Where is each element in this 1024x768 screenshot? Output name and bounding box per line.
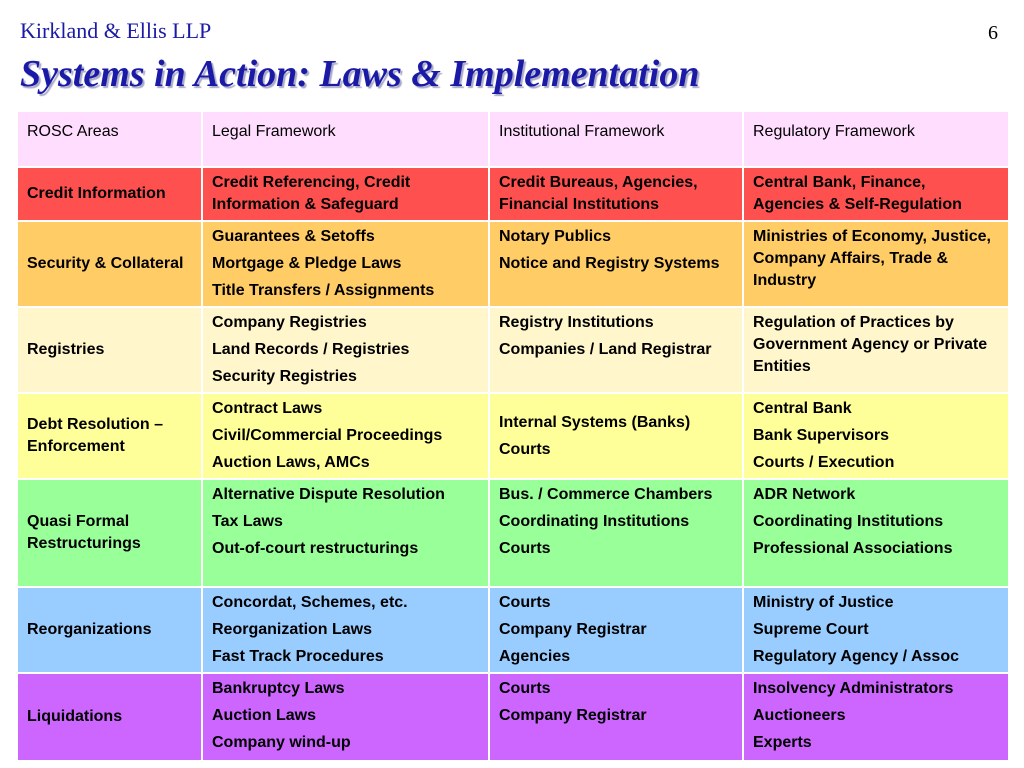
framework-item: Notice and Registry Systems (499, 255, 720, 272)
rosc-area-cell: Registries (17, 307, 202, 393)
legal-framework-cell (202, 307, 489, 393)
legal-framework-cell (202, 673, 489, 761)
framework-item: Coordinating Institutions (753, 513, 944, 530)
table-row (17, 167, 1009, 221)
systems-table (16, 110, 1010, 762)
framework-item: Agencies (499, 648, 571, 665)
framework-item: Central Bank (753, 400, 852, 417)
regulatory-framework-cell (743, 479, 1009, 587)
framework-item: Courts (499, 680, 551, 697)
firm-name: Kirkland & Ellis LLP (20, 18, 212, 43)
framework-item: Company Registrar (499, 621, 647, 638)
regulatory-framework-cell (743, 673, 1009, 761)
framework-item: Title Transfers / Assignments (212, 282, 435, 299)
legal-framework-cell (202, 587, 489, 673)
framework-item: Bankruptcy Laws (212, 680, 345, 697)
table-row (17, 221, 1009, 307)
framework-item: Credit Referencing, Credit Information & Safeguard (212, 174, 411, 213)
institutional-framework-cell (489, 587, 743, 673)
table-header-row (17, 111, 1009, 167)
framework-item: Reorganization Laws (212, 621, 373, 638)
framework-item: Registry Institutions (499, 314, 654, 331)
framework-item: Tax Laws (212, 513, 283, 530)
rosc-area-cell: Debt Resolution – Enforcement (17, 393, 202, 479)
institutional-framework-cell (489, 479, 743, 587)
framework-item: Supreme Court (753, 621, 869, 638)
framework-item: Company Registrar (499, 707, 647, 724)
legal-framework-cell (202, 221, 489, 307)
column-header: Regulatory Framework (743, 111, 1009, 167)
institutional-framework-cell (489, 307, 743, 393)
framework-item: Professional Associations (753, 540, 953, 557)
framework-item: Experts (753, 734, 812, 751)
framework-item: Guarantees & Setoffs (212, 228, 375, 245)
rosc-area-cell: Security & Collateral (17, 221, 202, 307)
framework-item: Out-of-court restructurings (212, 540, 419, 557)
framework-item: Civil/Commercial Proceedings (212, 427, 443, 444)
framework-item: Auction Laws (212, 707, 317, 724)
framework-item: Contract Laws (212, 400, 323, 417)
column-header: ROSC Areas (17, 111, 202, 167)
regulatory-framework-cell (743, 587, 1009, 673)
framework-item: Company wind-up (212, 734, 351, 751)
framework-item: Notary Publics (499, 228, 612, 245)
regulatory-framework-cell (743, 167, 1009, 221)
framework-item: ADR Network (753, 486, 856, 503)
column-header: Institutional Framework (489, 111, 743, 167)
regulatory-framework-cell (743, 393, 1009, 479)
framework-item: Internal Systems (Banks) (499, 413, 691, 431)
framework-item: Ministries of Economy, Justice, Company Affairs, Trade & Industry (753, 228, 991, 289)
framework-item: Companies / Land Registrar (499, 341, 712, 358)
framework-item: Central Bank, Finance, Agencies & Self-Regulation (753, 174, 962, 213)
framework-item: Coordinating Institutions (499, 513, 690, 530)
rosc-area-cell: Liquidations (17, 673, 202, 761)
framework-item: Auction Laws, AMCs (212, 454, 370, 471)
table-row (17, 587, 1009, 673)
institutional-framework-cell (489, 673, 743, 761)
framework-item: Credit Bureaus, Agencies, Financial Institutions (499, 174, 698, 213)
framework-item: Bus. / Commerce Chambers (499, 486, 713, 503)
table-row (17, 307, 1009, 393)
framework-item: Ministry of Justice (753, 594, 894, 611)
framework-item: Courts (499, 594, 551, 611)
framework-item: Courts / Execution (753, 454, 895, 471)
column-header: Legal Framework (202, 111, 489, 167)
table-row (17, 673, 1009, 761)
regulatory-framework-cell (743, 221, 1009, 307)
framework-item: Company Registries (212, 314, 367, 331)
framework-item: Regulation of Practices by Government Agency or Private Entities (753, 314, 988, 375)
framework-item: Auctioneers (753, 707, 846, 724)
framework-item: Alternative Dispute Resolution (212, 486, 445, 503)
framework-item: Fast Track Procedures (212, 648, 384, 665)
rosc-area-cell: Credit Information (17, 167, 202, 221)
slide-title: Systems in Action: Laws & Implementation (20, 53, 700, 95)
framework-item: Security Registries (212, 368, 357, 385)
institutional-framework-cell (489, 221, 743, 307)
rosc-area-cell: Reorganizations (17, 587, 202, 673)
regulatory-framework-cell (743, 307, 1009, 393)
rosc-area-cell: Quasi Formal Restructurings (17, 479, 202, 587)
framework-item: Courts (499, 440, 551, 458)
table-row (17, 393, 1009, 479)
table-row (17, 479, 1009, 587)
legal-framework-cell (202, 479, 489, 587)
framework-item: Insolvency Administrators (753, 680, 954, 697)
institutional-framework-cell (489, 393, 743, 479)
framework-item: Courts (499, 540, 551, 557)
legal-framework-cell (202, 167, 489, 221)
institutional-framework-cell (489, 167, 743, 221)
framework-item: Mortgage & Pledge Laws (212, 255, 402, 272)
framework-item: Regulatory Agency / Assoc (753, 648, 959, 665)
framework-item: Concordat, Schemes, etc. (212, 594, 408, 611)
legal-framework-cell (202, 393, 489, 479)
page-number: 6 (988, 22, 998, 44)
framework-item: Bank Supervisors (753, 427, 890, 444)
framework-item: Land Records / Registries (212, 341, 410, 358)
